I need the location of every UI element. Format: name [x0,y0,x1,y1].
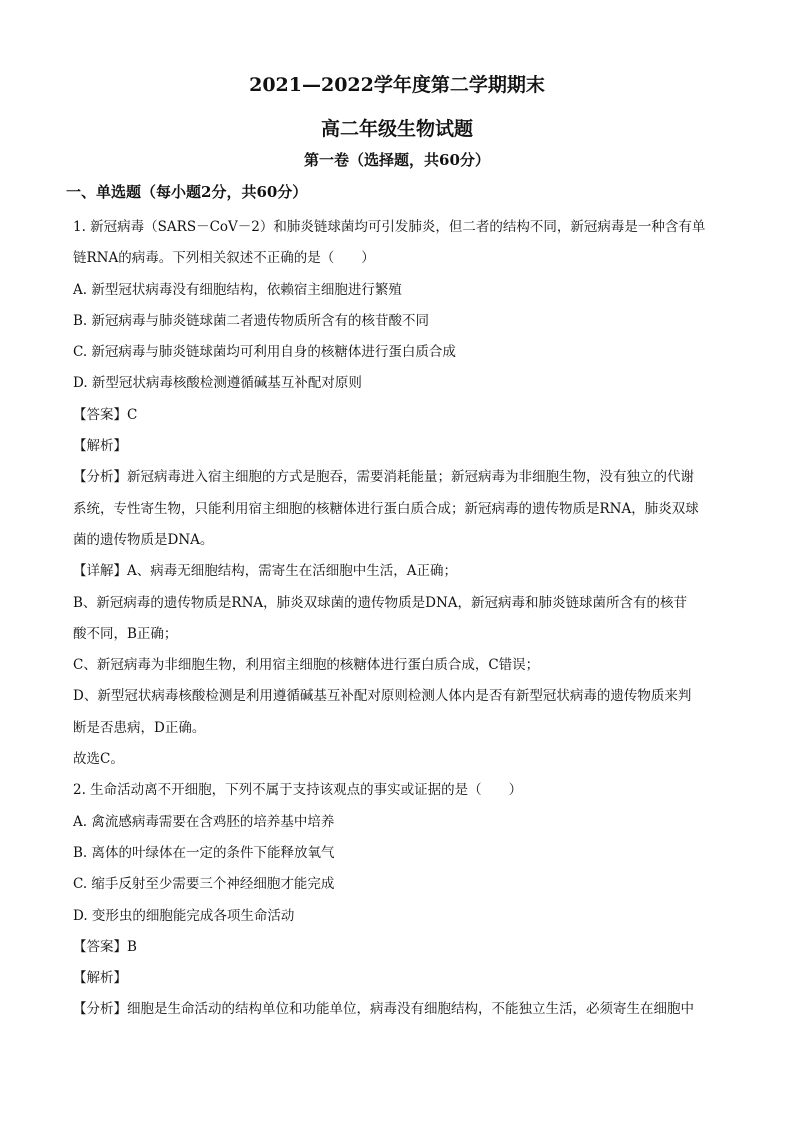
text-line: D、新型冠状病毒核酸检测是利用遵循碱基互补配对原则检测人体内是否有新型冠状病毒的遗传物质来判 [73,688,692,705]
text-line: 【详解】A、病毒无细胞结构，需寄生在活细胞中生活，A正确； [73,563,457,580]
exam-title: 2021—2022学年度第二学期期末 [249,74,545,96]
option-line: A. 新型冠状病毒没有细胞结构，依赖宿主细胞进行繁殖 [73,281,402,298]
text-line: B、新冠病毒的遗传物质是RNA，肺炎双球菌的遗传物质是DNA，新冠病毒和肺炎链球菌所含有的核苷 [73,594,688,611]
text-line: 【分析】新冠病毒进入宿主细胞的方式是胞吞，需要消耗能量；新冠病毒为非细胞生物，没有独立的代谢 [73,469,694,486]
option-line: C. 新冠病毒与肺炎链球菌均可利用自身的核糖体进行蛋白质合成 [73,344,456,361]
section-heading: 一、单选题（每小题2分，共60分） [66,183,308,201]
option-line: D. 变形虫的细胞能完成各项生命活动 [73,907,295,924]
text-line: 故选C。 [73,751,124,768]
option-line: D. 新型冠状病毒核酸检测遵循碱基互补配对原则 [73,375,362,392]
analysis-label: 【解析】 [73,970,127,987]
text-line: C、新冠病毒为非细胞生物，利用宿主细胞的核糖体进行蛋白质合成，C错误； [73,657,540,674]
part-heading: 第一卷（选择题，共60分） [304,151,490,169]
text-line: 菌的遗传物质是DNA。 [73,531,214,548]
exam-subtitle: 高二年级生物试题 [320,118,473,140]
option-line: B. 新冠病毒与肺炎链球菌二者遗传物质所含有的核苷酸不同 [73,312,430,329]
text-line: 链RNA的病毒。下列相关叙述不正确的是（ ） [73,250,375,267]
analysis-label: 【解析】 [73,438,127,455]
answer-line: 【答案】B [73,938,137,955]
text-line: 【分析】细胞是生命活动的结构单位和功能单位，病毒没有细胞结构，不能独立生活，必须寄生在细胞中 [73,1001,694,1018]
text-line: 1. 新冠病毒（SARS－CoV－2）和肺炎链球菌均可引发肺炎，但二者的结构不同，新冠病毒是一种含有单 [73,219,706,235]
text-line: 断是否患病，D正确。 [73,719,206,736]
text-line: 系统，专性寄生物，只能利用宿主细胞的核糖体进行蛋白质合成；新冠病毒的遗传物质是RNA，肺炎双球 [73,500,699,517]
text-line: 2. 生命活动离不开细胞，下列不属于支持该观点的事实或证据的是（ ） [73,782,523,799]
question-body [73,212,729,1026]
option-line: C. 缩手反射至少需要三个神经细胞才能完成 [73,876,335,893]
text-line: 酸不同，B正确； [73,625,178,642]
option-line: A. 禽流感病毒需要在含鸡胚的培养基中培养 [73,813,335,830]
answer-line: 【答案】C [73,406,138,423]
option-line: B. 离体的叶绿体在一定的条件下能释放氧气 [73,844,335,861]
